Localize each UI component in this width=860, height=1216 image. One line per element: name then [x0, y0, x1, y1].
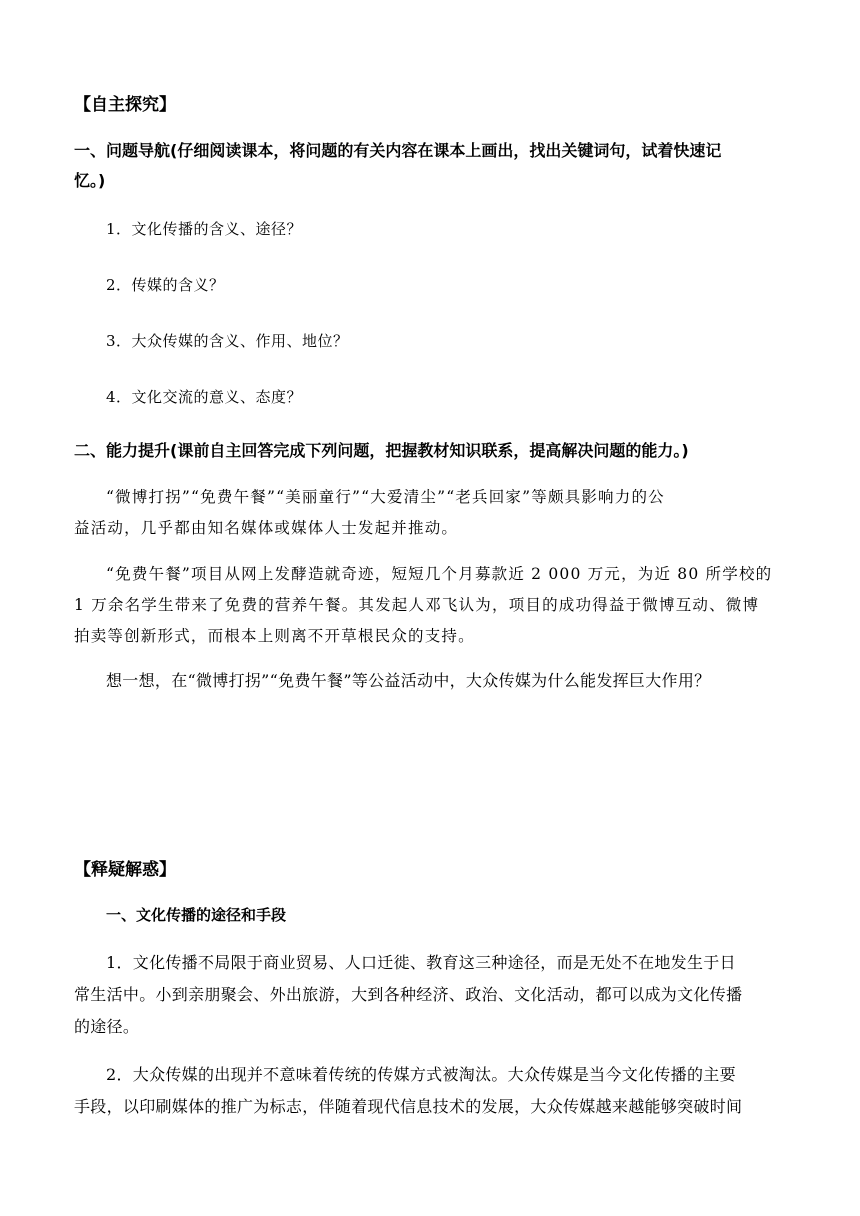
explain-p1-line3: 的途径。: [74, 1017, 140, 1036]
case-para2-line1: “免费午餐”项目从网上发酵造就奇迹，短短几个月募款近 2 000 万元，为近 80 所学校的: [106, 565, 773, 583]
question-1: 1．文化传播的含义、途径？: [106, 220, 303, 238]
explain-p1-line2: 常生活中。小到亲朋聚会、外出旅游，大到各种经济、政治、文化活动，都可以成为文化传播: [74, 985, 743, 1004]
section-heading-clarification: 【释疑解惑】: [74, 860, 176, 880]
case-para2-line2: 1 万余名学生带来了免费的营养午餐。其发起人邓飞认为，项目的成功得益于微博互动、微博: [74, 596, 760, 614]
part1-title-line2: 忆。): [74, 171, 106, 190]
question-4: 4．文化交流的意义、态度？: [106, 388, 303, 406]
case-para1-line2: 益活动，几乎都由知名媒体或媒体人士发起并推动。: [74, 519, 459, 537]
section-heading-self-study: 【自主探究】: [74, 95, 176, 115]
part2-title: 二、能力提升(课前自主回答完成下列问题，把握教材知识联系，提高解决问题的能力。): [74, 441, 689, 460]
explain-p2-line1: 2．大众传媒的出现并不意味着传统的传媒方式被淘汰。大众传媒是当今文化传播的主要: [106, 1065, 736, 1084]
part1-title-line1: 一、问题导航(仔细阅读课本，将问题的有关内容在课本上画出，找出关键词句，试着快速记: [74, 141, 722, 160]
case-para1-line1: “微博打拐”“免费午餐”“美丽童行”“大爱清尘”“老兵回家”等颇具影响力的公: [106, 488, 665, 506]
question-2: 2．传媒的含义？: [106, 276, 225, 294]
question-3: 3．大众传媒的含义、作用、地位？: [106, 332, 349, 350]
explain-p1-line1: 1．文化传播不局限于商业贸易、人口迁徙、教育这三种途径，而是无处不在地发生于日: [106, 953, 736, 972]
case-para2-line3: 拍卖等创新形式，而根本上则离不开草根民众的支持。: [74, 627, 475, 645]
think-question: 想一想，在“微博打拐”“免费午餐”等公益活动中，大众传媒为什么能发挥巨大作用？: [106, 671, 711, 690]
explain-p2-line2: 手段，以印刷媒体的推广为标志，伴随着现代信息技术的发展，大众传媒越来越能够突破时间: [74, 1097, 743, 1116]
subheading-transmission: 一、文化传播的途径和手段: [106, 906, 287, 924]
